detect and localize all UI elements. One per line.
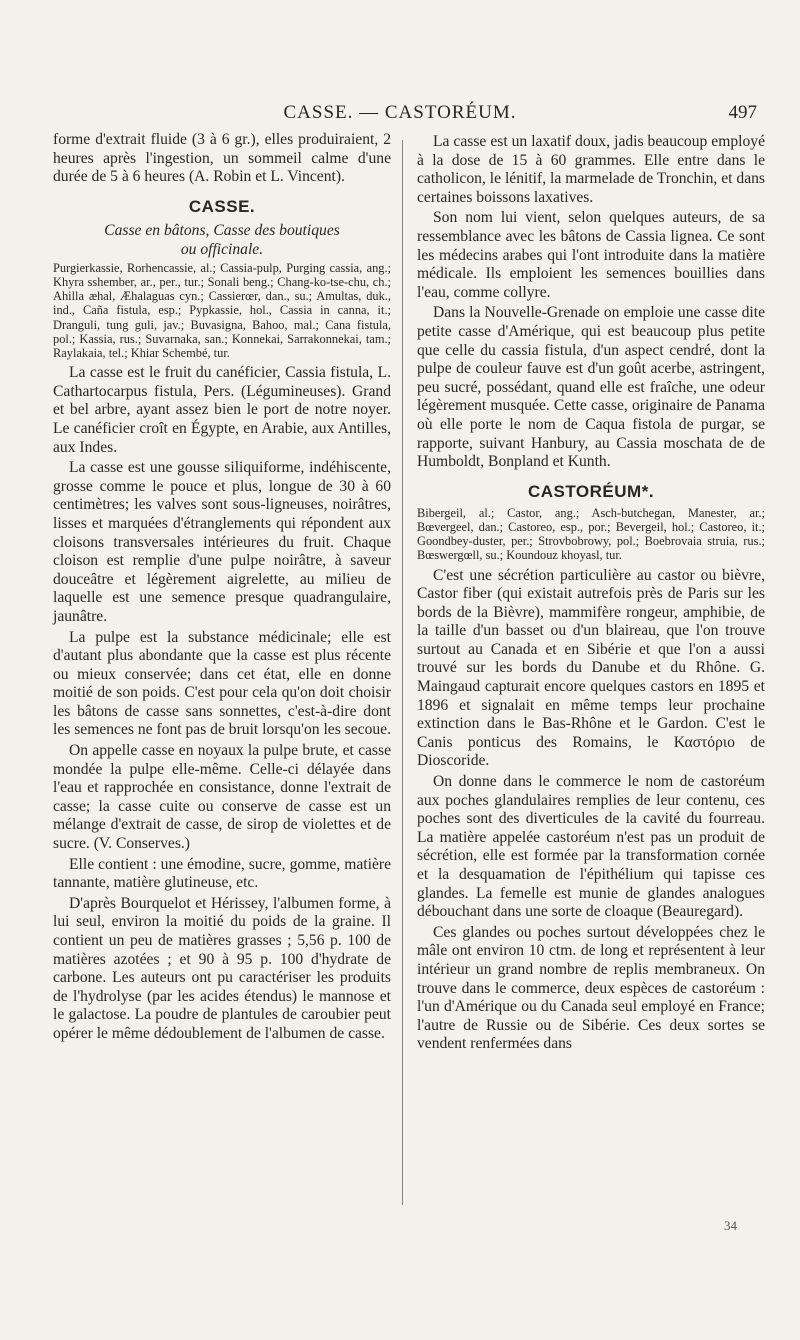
paragraph: Dans la Nouvelle-Grenade on emploie une casse dite petite casse d'Amérique, qui est beaucoup plus petite que celle du cassia fistula, d'un aspect cendré, dont la pulpe de couleur fauve est d'un goût acerbe, astringent, peu sucré, possédant, quand elle est fraîche, une odeur légèrement musquée. Cette casse, originaire de Panama où elle porte le nom de Caqua fistola de purgar, se rapporte, suivant Hanbury, au Cassia moschata de de Humboldt, Bonpland et Kunth. [417,304,765,471]
entry-heading-casse: CASSE. [188,196,256,216]
running-header [0,100,800,130]
paragraph: La casse est un laxatif doux, jadis beaucoup employé à la dose de 15 à 60 grammes. Elle entre dans le catholicon, le lénitif, la marmelade de Tronchin, et dans certaines boissons laxatives. [417,133,765,206]
paragraph: Son nom lui vient, selon quelques auteurs, de sa ressemblance avec les bâtons de Cassia lignea. Ce sont les médecins arabes qui l'ont introduite dans la matière médicale. Ils emploient les semences bouillies dans l'eau, comme collyre. [417,209,765,301]
paragraph: La casse est le fruit du canéficier, Cassia fistula, L. Cathartocarpus fistula, Pers. (Légumineuses). Grand et bel arbre, ayant assez bien le port de notre noyer. Le canéficier croît en Égypte, en Arabie, aux Antilles, aux Indes. [53,364,391,456]
paragraph: forme d'extrait fluide (3 à 6 gr.), elles produiraient, 2 heures après l'ingestion, un sommeil calme d'une durée de 5 à 6 heures (A. Robin et L. Vincent). [53,131,391,186]
signature-mark: 34 [724,1218,737,1233]
paragraph: La casse est une gousse siliquiforme, indéhiscente, grosse comme le pouce et plus, longue de 30 à 60 centimètres; les valves sont sous-ligneuses, noirâtres, lisses et marquées d'étranglements qui répondent aux cloisons transversales intérieures du fruit. Chaque cloison est remplie d'une pulpe noirâtre, à saveur douceâtre et légèrement aigrelette, au milieu de laquelle est une semence presque quadrangulaire, jaunâtre. [53,459,391,625]
page-number: 497 [728,102,757,123]
entry-subtitle: Casse en bâtons, Casse des boutiques [104,221,340,239]
entry-subtitle: ou officinale. [180,240,264,258]
entry-heading-castoreum: CASTORÉUM*. [527,481,655,501]
paragraph: Ces glandes ou poches surtout développées chez le mâle ont environ 10 ctm. de long et représentent à leur intérieur un grand nombre de replis membraneux. On trouve dans le commerce, deux espèces de castoréum : l'un d'Amérique ou du Canada seul employé en France; l'autre de Russie ou de Sibérie. Ces deux sortes se vendent renfermées dans [417,923,765,1053]
left-column [53,131,391,1044]
paragraph: Elle contient : une émodine, sucre, gomme, matière tannante, matière glutineuse, etc. [53,855,391,892]
column-divider [402,140,403,1205]
paragraph: On appelle casse en noyaux la pulpe brute, et casse mondée la pulpe elle-même. Celle-ci délayée dans l'eau et rapprochée en consistance, donne l'extrait de casse; la casse cuite ou conserve de casse est un mélange d'extrait de casse, de sirop de violettes et de sucre. (V. Conserves.) [53,742,391,853]
right-column [417,131,765,1054]
synonyms-list: Bibergeil, al.; Castor, ang.; Asch-butchegan, Manester, ar.; Bœvergeel, dan.; Castoreo, esp., por.; Bevergeil, hol.; Castoreo, it.; Goondbey-duster, per.; Strovbobrowy, pol.; Boebrovaia struia, rus.; Bœswergœll, su.; Koundouz khoyasl, tur. [417,505,765,563]
paragraph: On donne dans le commerce le nom de castoréum aux poches glandulaires remplies de leur contenu, ces poches sont des diverticules de la cavité du fourreau. La matière appelée castoréum n'est pas un produit de sécrétion, elle est formée par la transformation cornée et la desquamation de l'épithélium qui tapisse ces glandes. La femelle est munie de glandes analogues débouchant dans une sorte de cloaque (Beauregard). [417,773,765,921]
paragraph: C'est une sécrétion particulière au castor ou bièvre, Castor fiber (qui existait autrefois près de Paris sur les bords de la Bièvre), mammifère rongeur, amphibie, de la taille d'un basset ou d'un blaireau, que l'on trouve surtout au Canada et en Sibérie et que l'on a aussi trouvé sur les bords du Danube et du Rhône. G. Maingaud capturait encore quelques castors en 1895 et 1896 et signalait en même temps leur prochaine extinction dans le Bas-Rhône et le Gardon. C'est le Canis ponticus des Romains, le Καστόριο de Dioscoride. [417,566,765,770]
running-title: CASSE. — CASTORÉUM. [283,102,517,123]
paragraph: D'après Bourquelot et Hérissey, l'albumen forme, à lui seul, environ la moitié du poids de la graine. Il contient un peu de matières grasses ; 5,56 p. 100 de matières azotées ; et 90 à 95 p. 100 d'hydrate de carbone. Les auteurs ont pu caractériser les produits de l'hydrolyse (par les acides étendus) le mannose et le galactose. La poudre de plantules de caroubier peut opérer le même dédoublement de l'albumen de casse. [53,894,391,1042]
paragraph: La pulpe est la substance médicinale; elle est d'autant plus abondante que la casse est plus récente ou mieux conservée; dans cet état, elle en donne moitié de son poids. C'est pour cela qu'on doit choisir les bâtons de casse sans sonnettes, c'est-à-dire dont les semences ne font pas de bruit lorsqu'on les secoue. [53,628,391,739]
synonyms-list: Purgierkassie, Rorhencassie, al.; Cassia-pulp, Purging cassia, ang.; Khyra sshember, ar., per., tur.; Sonali beng.; Chang-ko-tse-chu, ch.; Ahilla æhal, Æhalaguas cyn.; Cassierœr, dan., su.; Amultas, duk., ind., Caña fistula, esp.; Pypkassie, hol., Cassia in canna, it.; Dranguli, tung guli, jav.; Buvasigna, Bahoo, mal.; Cana fistula, pol.; Kassia, rus.; Suvarnaka, san.; Konnekai, Sarrakonnekai, tam.; Raylakaia, tel.; Khiar Schembé, tur. [53,260,391,360]
